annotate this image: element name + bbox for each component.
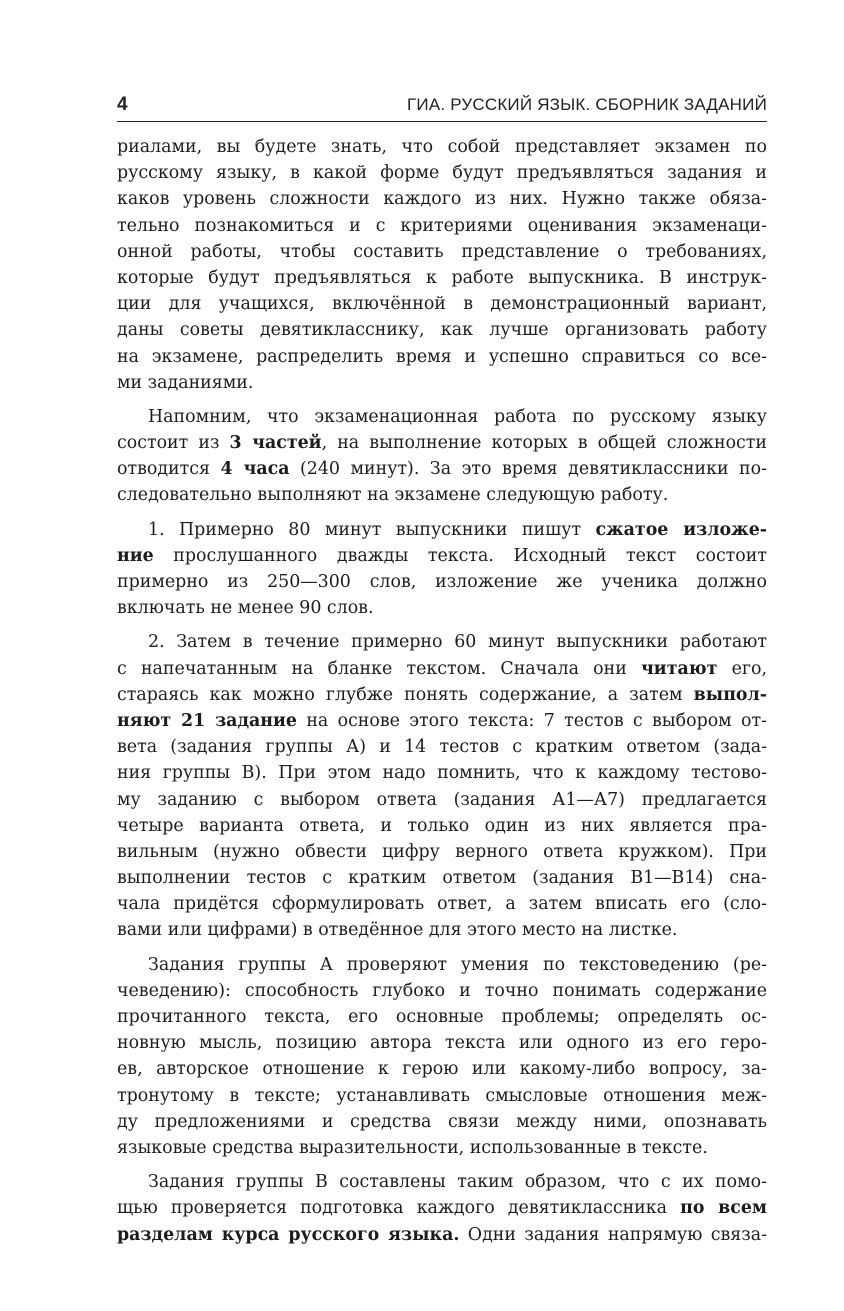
text-line [117,186,767,212]
text-run: состоит из [117,433,230,454]
text-run: му заданию с выбором ответа (задания А1—А7) предлагается [117,789,767,810]
text-line [117,370,767,396]
text-run: , на выполнение которых в общей сложности [321,433,768,454]
paragraph [117,134,767,396]
text-run: онной работы, чтобы составить представление о требованиях, [117,241,767,262]
text-line [117,291,767,317]
bold-text: 4 часа [220,459,290,480]
paragraph [117,629,767,943]
text-line [117,760,767,786]
text-line [117,891,767,917]
bold-text: сжатое изложе- [595,519,767,540]
text-run: Задания группы А проверяют умения по текстоведению (ре- [148,954,767,975]
text-run: отводится [117,459,221,480]
text-line [117,430,767,456]
page-number: 4 [117,94,128,115]
bold-text: 3 частей [229,433,322,454]
text-run: прочитанного текста, его основные проблемы; определять ос- [117,1007,767,1027]
text-run: с напечатанным на бланке текстом. Сначала они [117,658,642,679]
text-run: которые будут предъявляться к работе выпускника. В инструк- [117,267,767,288]
text-run: вильным (нужно обвести цифру верного ответа кружком). При [117,841,767,862]
text-line [117,917,767,943]
text-line [117,1083,767,1109]
text-run: Напомним, что экзаменационная работа по русскому языку [148,406,767,427]
text-run: стараясь как можно глубже понять содержание, а затем [117,684,694,705]
bold-text: ние [117,545,154,566]
text-line [117,1030,767,1056]
text-run: его, [717,658,767,679]
text-line [117,595,767,621]
text-line [117,952,767,978]
text-run: русскому языку, в какой форме будут предъявляться задания и [117,163,767,184]
text-line [117,160,767,186]
text-line [117,734,767,760]
text-run: чеведению): способность глубоко и точно понимать содержание [117,980,767,1001]
text-line [117,134,767,160]
text-line [117,787,767,813]
paragraph [117,952,767,1162]
text-run: на основе этого текста: 7 тестов с выбором от- [297,710,767,731]
text-run: четыре варианта ответа, и только один из них является пра- [117,815,767,836]
text-run: тронутому в тексте; устанавливать смысловые отношения меж- [117,1085,767,1106]
text-run: даны советы девятикласснику, как лучше организовать работу [117,320,767,341]
text-line [117,543,767,569]
text-line [117,1109,767,1135]
text-line [117,978,767,1004]
bold-text: выпол- [693,684,767,705]
text-run: вета (задания группы А) и 14 тестов с кратким ответом (зада- [117,737,767,758]
bold-text: разделам курса русского языка. [117,1224,460,1245]
text-run: 1. Примерно 80 минут выпускники пишут [148,519,596,540]
text-run: новную мысль, позицию автора текста или одного из его геро- [117,1033,767,1054]
text-line [117,682,767,708]
text-line [117,213,767,239]
text-run: каков уровень сложности каждого из них. Нужно также обяза- [117,189,767,210]
text-run: ев, авторское отношение к герою или какому-либо вопросу, за- [117,1059,767,1080]
paragraph-gap [117,1161,767,1169]
text-run: Задания группы В составлены таким образом, что с их помо- [148,1172,767,1193]
paragraph [117,404,767,509]
text-run: ции для учащихся, включённой в демонстрационный вариант, [117,294,767,315]
text-run: 2. Затем в течение примерно 60 минут выпускники работают [148,632,767,653]
text-line [117,1195,767,1221]
paragraph-gap [117,621,767,629]
text-line [117,344,767,370]
text-run: вами или цифрами) в отведённое для этого место на листке. [117,920,678,941]
text-line [117,656,767,682]
text-run: Одни задания напрямую связа- [459,1224,767,1245]
text-line [117,1056,767,1082]
text-run: прослушанного дважды текста. Исходный текст состоит [153,545,767,566]
text-run: языковые средства выразительности, использованные в тексте. [117,1137,708,1158]
text-line [117,456,767,482]
text-line [117,865,767,891]
text-line [117,317,767,343]
bold-text: читают [641,658,718,679]
paragraph-gap [117,509,767,517]
bold-text: по всем [680,1198,767,1219]
text-run: следовательно выполняют на экзамене следующую работу. [117,485,669,506]
text-run: ния группы В). При этом надо помнить, что к каждому тестово- [117,763,767,784]
text-line [117,239,767,265]
page-header [117,94,767,120]
text-line [117,1222,767,1248]
text-run: выполнении тестов с кратким ответом (задания В1—В14) сна- [117,868,767,889]
text-line [117,265,767,291]
text-line [117,1004,767,1030]
text-run: ду предложениями и средства связи между ними, опознавать [117,1111,767,1132]
paragraph-gap [117,944,767,952]
paragraph [117,1169,767,1248]
paragraph-gap [117,396,767,404]
text-line [117,839,767,865]
text-run: щью проверяется подготовка каждого девятиклассника [117,1198,681,1219]
text-run: (240 минут). За это время девятиклассники по- [289,459,767,480]
running-title: ГИА. РУССКИЙ ЯЗЫК. СБОРНИК ЗАДАНИЙ [407,95,767,114]
text-run: чала придётся сформулировать ответ, а затем вписать его (сло- [117,894,767,915]
paragraph [117,517,767,622]
text-run: тельно познакомиться и с критериями оценивания экзаменаци- [117,215,767,236]
header-rule [117,121,767,122]
text-line [117,482,767,508]
text-line [117,404,767,430]
text-run: риалами, вы будете знать, что собой представляет экзамен по [117,137,767,157]
bold-text: няют 21 задание [117,710,297,731]
text-line [117,1135,767,1161]
text-run: включать не менее 90 слов. [117,598,374,619]
text-line [117,629,767,655]
text-line [117,569,767,595]
text-run: на экзамене, распределить время и успешно справиться со все- [117,346,767,367]
text-line [117,813,767,839]
text-line [117,1169,767,1195]
body-text [117,134,767,1248]
text-run: ми заданиями. [117,372,254,393]
text-run: примерно из 250—300 слов, изложение же ученика должно [117,572,767,592]
text-line [117,517,767,543]
text-line [117,708,767,734]
